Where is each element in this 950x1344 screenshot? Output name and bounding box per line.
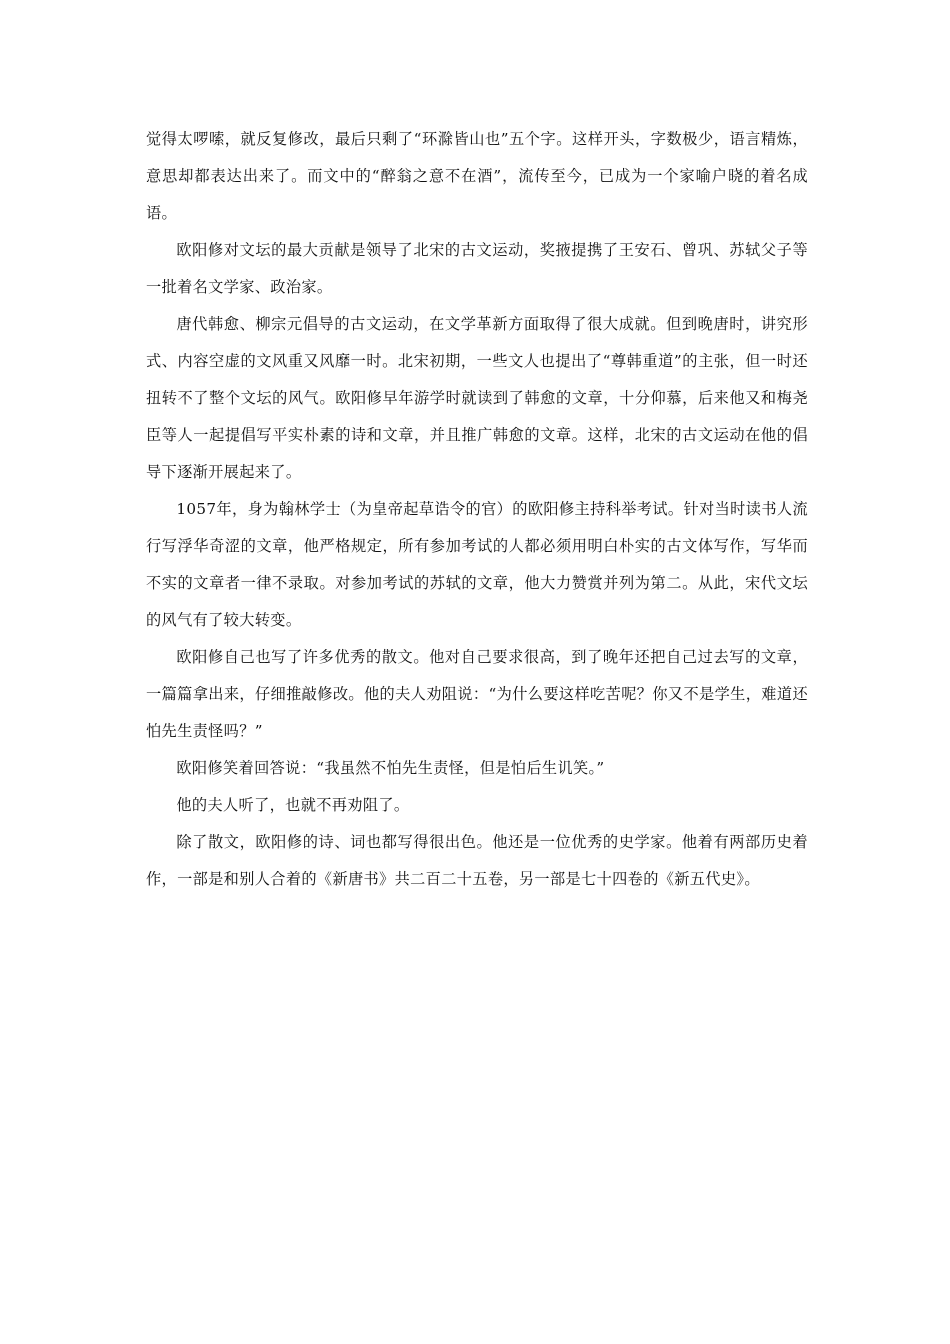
document-body <box>146 121 808 898</box>
paragraph-1: 觉得太啰嗦，就反复修改，最后只剩了“环滁皆山也”五个字。这样开头，字数极少，语言精炼，意思却都表达出来了。而文中的“醉翁之意不在酒”，流传至今，已成为一个家喻户晓的着名成语。 <box>146 130 808 222</box>
paragraph-7: 他的夫人听了，也就不再劝阻了。 <box>176 796 410 814</box>
paragraph-4: 1057年，身为翰林学士（为皇帝起草诰令的官）的欧阳修主持科举考试。针对当时读书人流行写浮华奇涩的文章，他严格规定，所有参加考试的人都必须用明白朴实的古文体写作，写华而不实的文章者一律不录取。对参加考试的苏轼的文章，他大力赞赏并列为第二。从此，宋代文坛的风气有了较大转变。 <box>146 500 808 629</box>
paragraph-2: 欧阳修对文坛的最大贡献是领导了北宋的古文运动，奖掖提携了王安石、曾巩、苏轼父子等一批着名文学家、政治家。 <box>146 241 808 296</box>
paragraph-6: 欧阳修笑着回答说：“我虽然不怕先生责怪，但是怕后生讥笑。” <box>176 759 605 777</box>
paragraph-5: 欧阳修自己也写了许多优秀的散文。他对自己要求很高，到了晚年还把自己过去写的文章，一篇篇拿出来，仔细推敲修改。他的夫人劝阻说：“为什么要这样吃苦呢？你又不是学生，难道还怕先生责怪吗？” <box>146 648 808 740</box>
paragraph-3: 唐代韩愈、柳宗元倡导的古文运动，在文学革新方面取得了很大成就。但到晚唐时，讲究形式、内容空虚的文风重又风靡一时。北宋初期，一些文人也提出了“尊韩重道”的主张，但一时还扭转不了整个文坛的风气。欧阳修早年游学时就读到了韩愈的文章，十分仰慕，后来他又和梅尧臣等人一起提倡写平实朴素的诗和文章，并且推广韩愈的文章。这样，北宋的古文运动在他的倡导下逐渐开展起来了。 <box>146 315 808 481</box>
paragraph-8: 除了散文，欧阳修的诗、词也都写得很出色。他还是一位优秀的史学家。他着有两部历史着作，一部是和别人合着的《新唐书》共二百二十五卷，另一部是七十四卷的《新五代史》。 <box>146 833 808 888</box>
